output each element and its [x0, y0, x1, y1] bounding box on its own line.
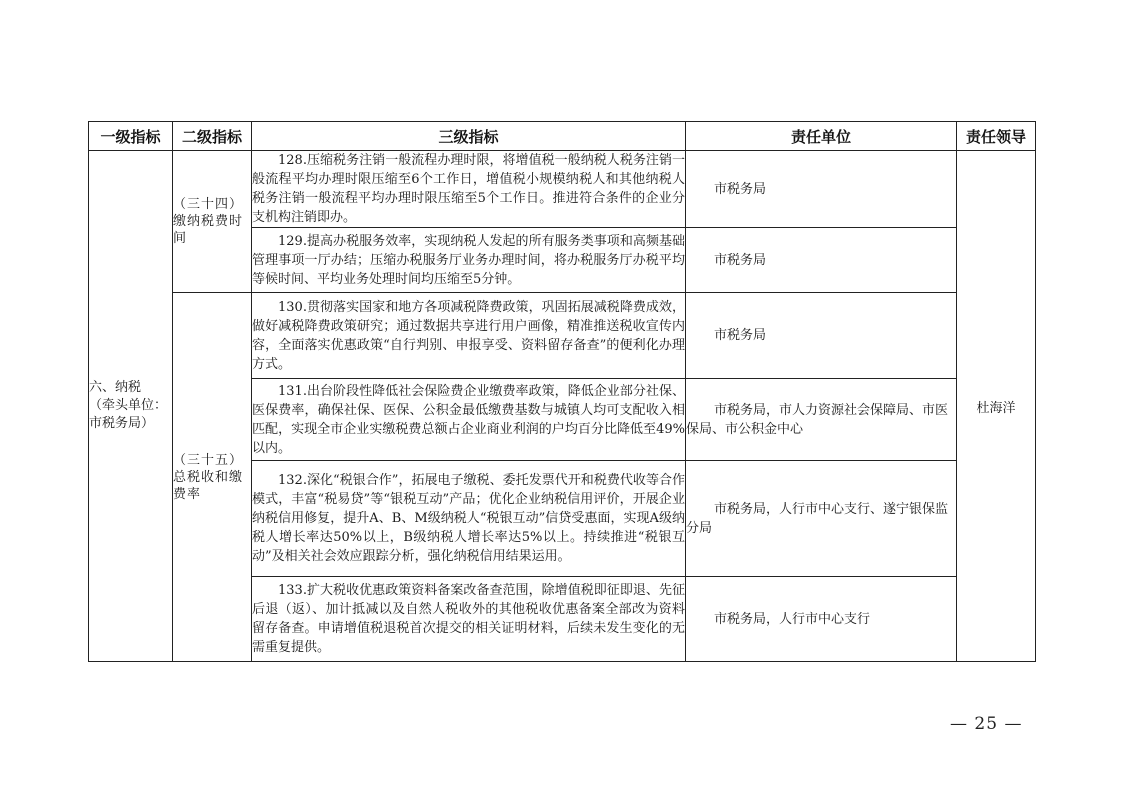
- level3-text: 131.出台阶段性降低社会保险费企业缴费率政策，降低企业部分社保、医保费率，确保社保、医保、公积金最低缴费基数与城镇人均可支配收入相匹配，实现全市企业实缴税费总额占企业商业利润的户均百分比降低至49%以内。: [252, 383, 685, 456]
- unit-text: 市税务局: [714, 328, 767, 343]
- level3-cell: [252, 293, 686, 379]
- header-level2: 二级指标: [173, 122, 252, 151]
- level3-cell: [252, 228, 686, 293]
- leader-text: 杜海洋: [976, 400, 1016, 416]
- indicator-table: [88, 121, 1036, 662]
- unit-cell: [686, 577, 957, 662]
- level2-cell: [173, 293, 252, 662]
- level3-text: 132.深化“税银合作”，拓展电子缴税、委托发票代开和税费代收等合作模式，丰富“税易贷”等“银税互动”产品；优化企业纳税信用评价，开展企业纳税信用修复，提升A、B、M级纳税人“税银互动”信贷受惠面，实现A级纳税人增长率达50%以上，B级纳税人增长率达5%以上。持续推进“税银互动”及相关社会效应跟踪分析，强化纳税信用结果运用。: [252, 473, 685, 564]
- unit-text: 市税务局: [714, 181, 767, 197]
- level3-text: 133.扩大税收优惠政策资料备案改备查范围，除增值税即征即退、先征后退（返）、加计抵减以及自然人税收外的其他税收优惠备案全部改为资料留存备查。申请增值税退税首次提交的相关证明材料，后续未发生变化的无需重复提供。: [252, 583, 685, 655]
- unit-cell: [686, 379, 957, 461]
- table-row: [89, 293, 1036, 379]
- level2-text: （三十五）总税收和缴费率: [173, 452, 244, 502]
- header-level3: 三级指标: [252, 122, 686, 151]
- level3-cell: [252, 461, 686, 577]
- unit-cell: [686, 228, 957, 293]
- header-leader: 责任领导: [957, 122, 1036, 151]
- unit-cell: [686, 151, 957, 228]
- unit-text: 市税务局，人行市中心支行、遂宁银保监分局: [686, 501, 949, 536]
- level3-cell: [252, 151, 686, 228]
- level2-cell: [173, 151, 252, 293]
- table-header-row: [89, 122, 1036, 151]
- level3-text: 128.压缩税务注销一般流程办理时限，将增值税一般纳税人税务注销一般流程平均办理时限压缩至6个工作日，增值税小规模纳税人和其他纳税人税务注销一般流程平均办理时限压缩至5个工作日。推进符合条件的企业分支机构注销即办。: [252, 153, 685, 225]
- unit-text: 市税务局: [714, 252, 767, 268]
- unit-cell: [686, 293, 957, 379]
- level1-cell: [89, 151, 173, 662]
- header-level1: 一级指标: [89, 122, 173, 151]
- unit-cell: [686, 461, 957, 577]
- header-unit: 责任单位: [686, 122, 957, 151]
- table-row: [89, 151, 1036, 228]
- unit-text: 市税务局，人行市中心支行: [714, 611, 871, 627]
- unit-text: 市税务局，市人力资源社会保障局、市医保局、市公积金中心: [686, 402, 949, 437]
- level3-text: 130.贯彻落实国家和地方各项减税降费政策，巩固拓展减税降费成效，做好减税降费政策研究；通过数据共享进行用户画像，精准推送税收宣传内容，全面落实优惠政策“自行判别、申报享受、资料留存备查”的便利化办理方式。: [252, 299, 685, 372]
- leader-cell: [957, 151, 1036, 662]
- level3-cell: [252, 577, 686, 662]
- level3-text: 129.提高办税服务效率，实现纳税人发起的所有服务类事项和高频基础管理事项一厅办结；压缩办税服务厅业务办理时间，将办税服务厅办税平均等候时间、平均业务处理时间均压缩至5分钟。: [252, 233, 685, 287]
- level1-text: 六、纳税 （牵头单位：市税务局）: [89, 380, 168, 431]
- page-number: — 25 —: [950, 714, 1023, 734]
- level2-text: （三十四）缴纳税费时间: [173, 197, 244, 246]
- level3-cell: [252, 379, 686, 461]
